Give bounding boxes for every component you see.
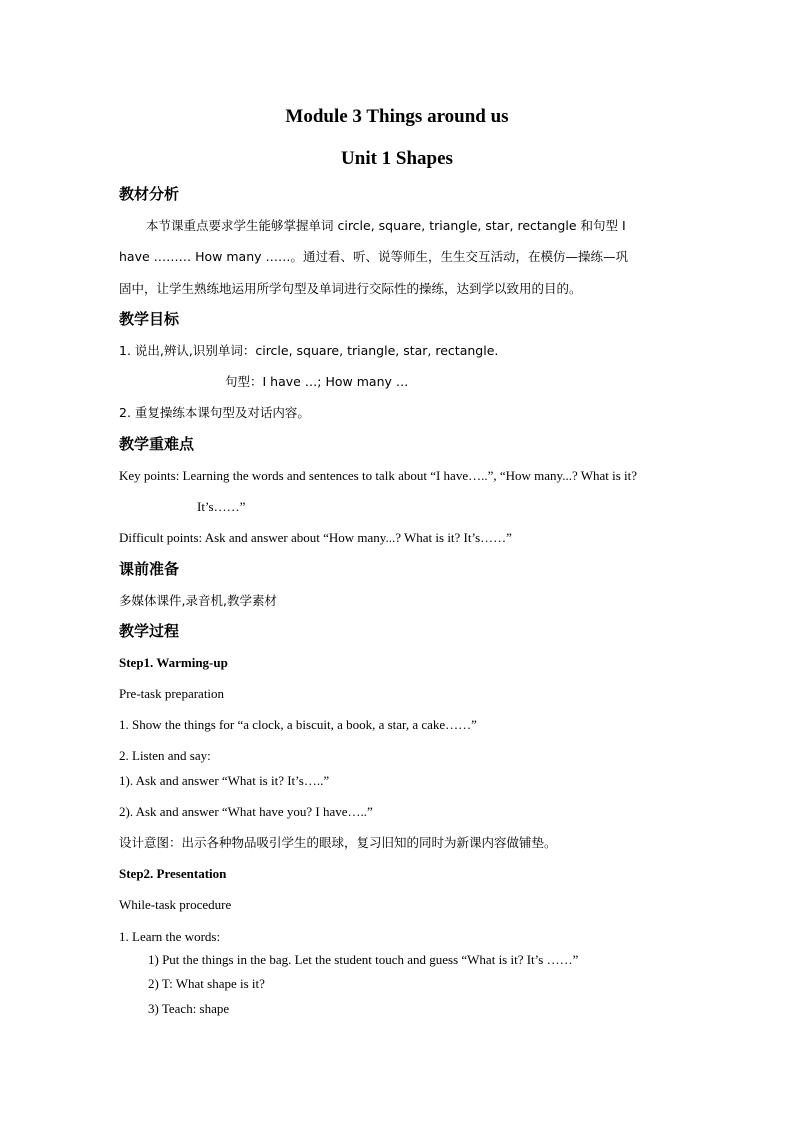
heading-prep: 课前准备 bbox=[119, 560, 180, 578]
step2-sub-item-3: 3) Teach: shape bbox=[148, 1001, 230, 1016]
heading-keypoints: 教学重难点 bbox=[119, 435, 195, 453]
step1-design-intent: 设计意图：出示各种物品吸引学生的眼球，复习旧知的同时为新课内容做铺垫。 bbox=[119, 835, 557, 850]
goals-item-2: 2. 重复操练本课句型及对话内容。 bbox=[119, 405, 310, 420]
step1-subtitle: Pre-task preparation bbox=[119, 686, 225, 701]
key-points-line-1: Key points: Learning the words and sentences to talk about “I have…..”, “How many...? What is it? bbox=[119, 468, 638, 483]
step1-item-1: 1. Show the things for “a clock, a biscuit, a book, a star, a cake……” bbox=[119, 717, 477, 732]
step1-title: Step1. Warming-up bbox=[119, 655, 228, 670]
analysis-line-3: 固中，让学生熟练地运用所学句型及单词进行交际性的操练，达到学以致用的目的。 bbox=[119, 281, 582, 296]
analysis-line-1: 本节课重点要求学生能够掌握单词 circle, square, triangle, star, rectangle 和句型 I bbox=[146, 218, 626, 233]
key-points-line-2: It’s……” bbox=[197, 499, 246, 514]
step2-subtitle: While-task procedure bbox=[119, 897, 232, 912]
heading-process: 教学过程 bbox=[119, 622, 180, 640]
step2-title: Step2. Presentation bbox=[119, 866, 227, 881]
goals-item-1-pattern: 句型：I have …; How many … bbox=[225, 374, 409, 389]
step2-sub-item-2: 2) T: What shape is it? bbox=[148, 976, 265, 991]
heading-analysis: 教材分析 bbox=[119, 185, 180, 203]
analysis-line-2: have ……… How many ……。通过看、听、说等师生，生生交互活动，在模仿—操练—巩 bbox=[119, 249, 628, 264]
step1-item-2a: 1). Ask and answer “What is it? It’s…..” bbox=[119, 773, 330, 788]
heading-goals: 教学目标 bbox=[119, 310, 180, 328]
step1-item-2b: 2). Ask and answer “What have you? I have…..” bbox=[119, 804, 373, 819]
step2-sub-item-1: 1) Put the things in the bag. Let the student touch and guess “What is it? It’s ……” bbox=[148, 952, 579, 967]
page-subtitle: Unit 1 Shapes bbox=[341, 148, 453, 169]
page-title: Module 3 Things around us bbox=[285, 106, 509, 127]
step2-item-1: 1. Learn the words: bbox=[119, 929, 221, 944]
step1-item-2: 2. Listen and say: bbox=[119, 748, 211, 763]
difficult-points: Difficult points: Ask and answer about “How many...? What is it? It’s……” bbox=[119, 530, 512, 545]
prep-text: 多媒体课件,录音机,教学素材 bbox=[119, 593, 277, 608]
goals-item-1: 1. 说出,辨认,识别单词：circle, square, triangle, star, rectangle. bbox=[119, 343, 499, 358]
